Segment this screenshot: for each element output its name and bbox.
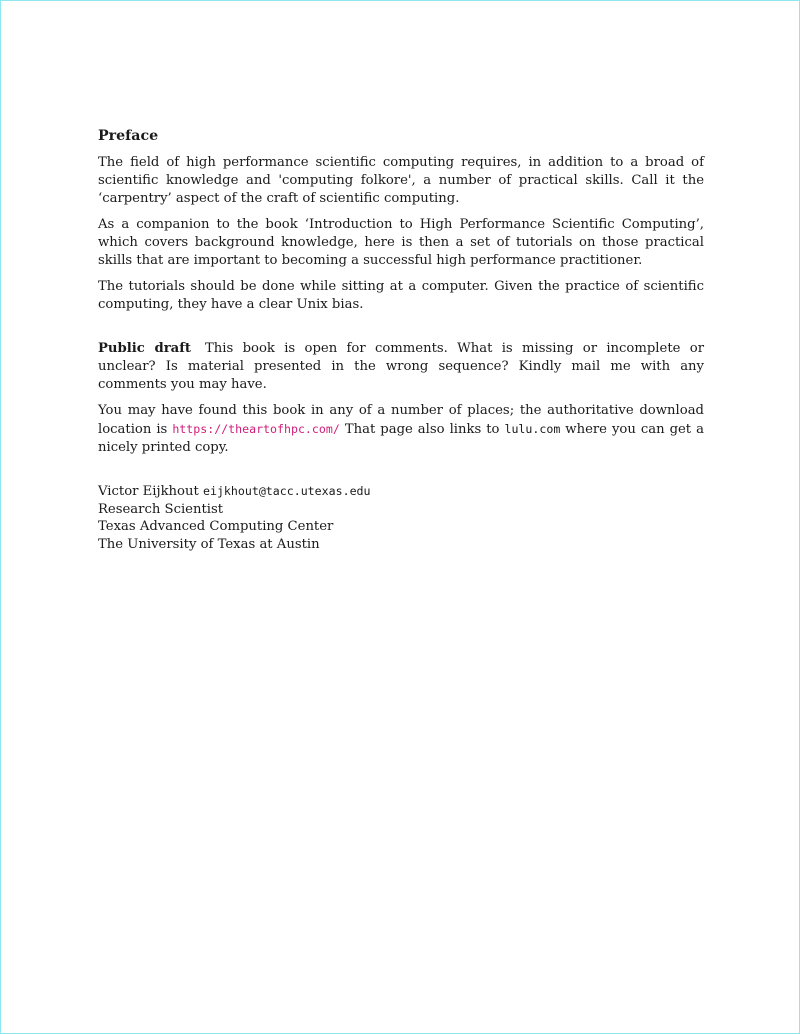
public-draft-text: This book is open for comments. What is missing or incomplete or unclear? Is material presented in the wrong sequence? Kindly mail me with any comments you may have. [98,341,704,392]
signature-name-line [98,483,704,501]
preface-paragraph-1: The field of high performance scientific computing requires, in addition to a broad of scientific knowledge and 'computing folkore', a number of practical skills. Call it the ‘carpentry’ aspect of the craft of scientific computing. [98,155,704,206]
signature-block [98,483,704,553]
download-url-link[interactable]: https://theartofhpc.com/ [172,422,340,436]
download-mid-text: That page also links to [344,422,500,437]
author-name: Victor Eijkhout [98,484,199,499]
download-prefix: You may have found this book in any of a number of places; the authoritative download location is [98,403,704,437]
author-university: The University of Texas at Austin [98,536,320,552]
preface-paragraph-3: The tutorials should be done while sitting at a computer. Given the practice of scientific computing, they have a clear Unix bias. [98,279,704,312]
section-gap [98,322,704,340]
author-email: eijkhout@tacc.utexas.edu [202,484,371,498]
preface-paragraph-2: As a companion to the book ‘Introduction to High Performance Scientific Computing’, which covers background knowledge, here is then a set of tutorials on those practical skills that are important to becoming a successful high performance practitioner. [98,217,704,268]
public-draft-section [98,340,704,394]
lulu-text: lulu.com [504,422,561,436]
author-organization: Texas Advanced Computing Center [98,519,334,534]
download-paragraph [98,402,704,457]
download-suffix: where you can get a nicely printed copy. [98,422,704,455]
public-draft-heading: Public draft [98,341,191,356]
page-content [98,126,704,553]
author-title: Research Scientist [98,501,224,517]
preface-heading: Preface [98,128,159,144]
